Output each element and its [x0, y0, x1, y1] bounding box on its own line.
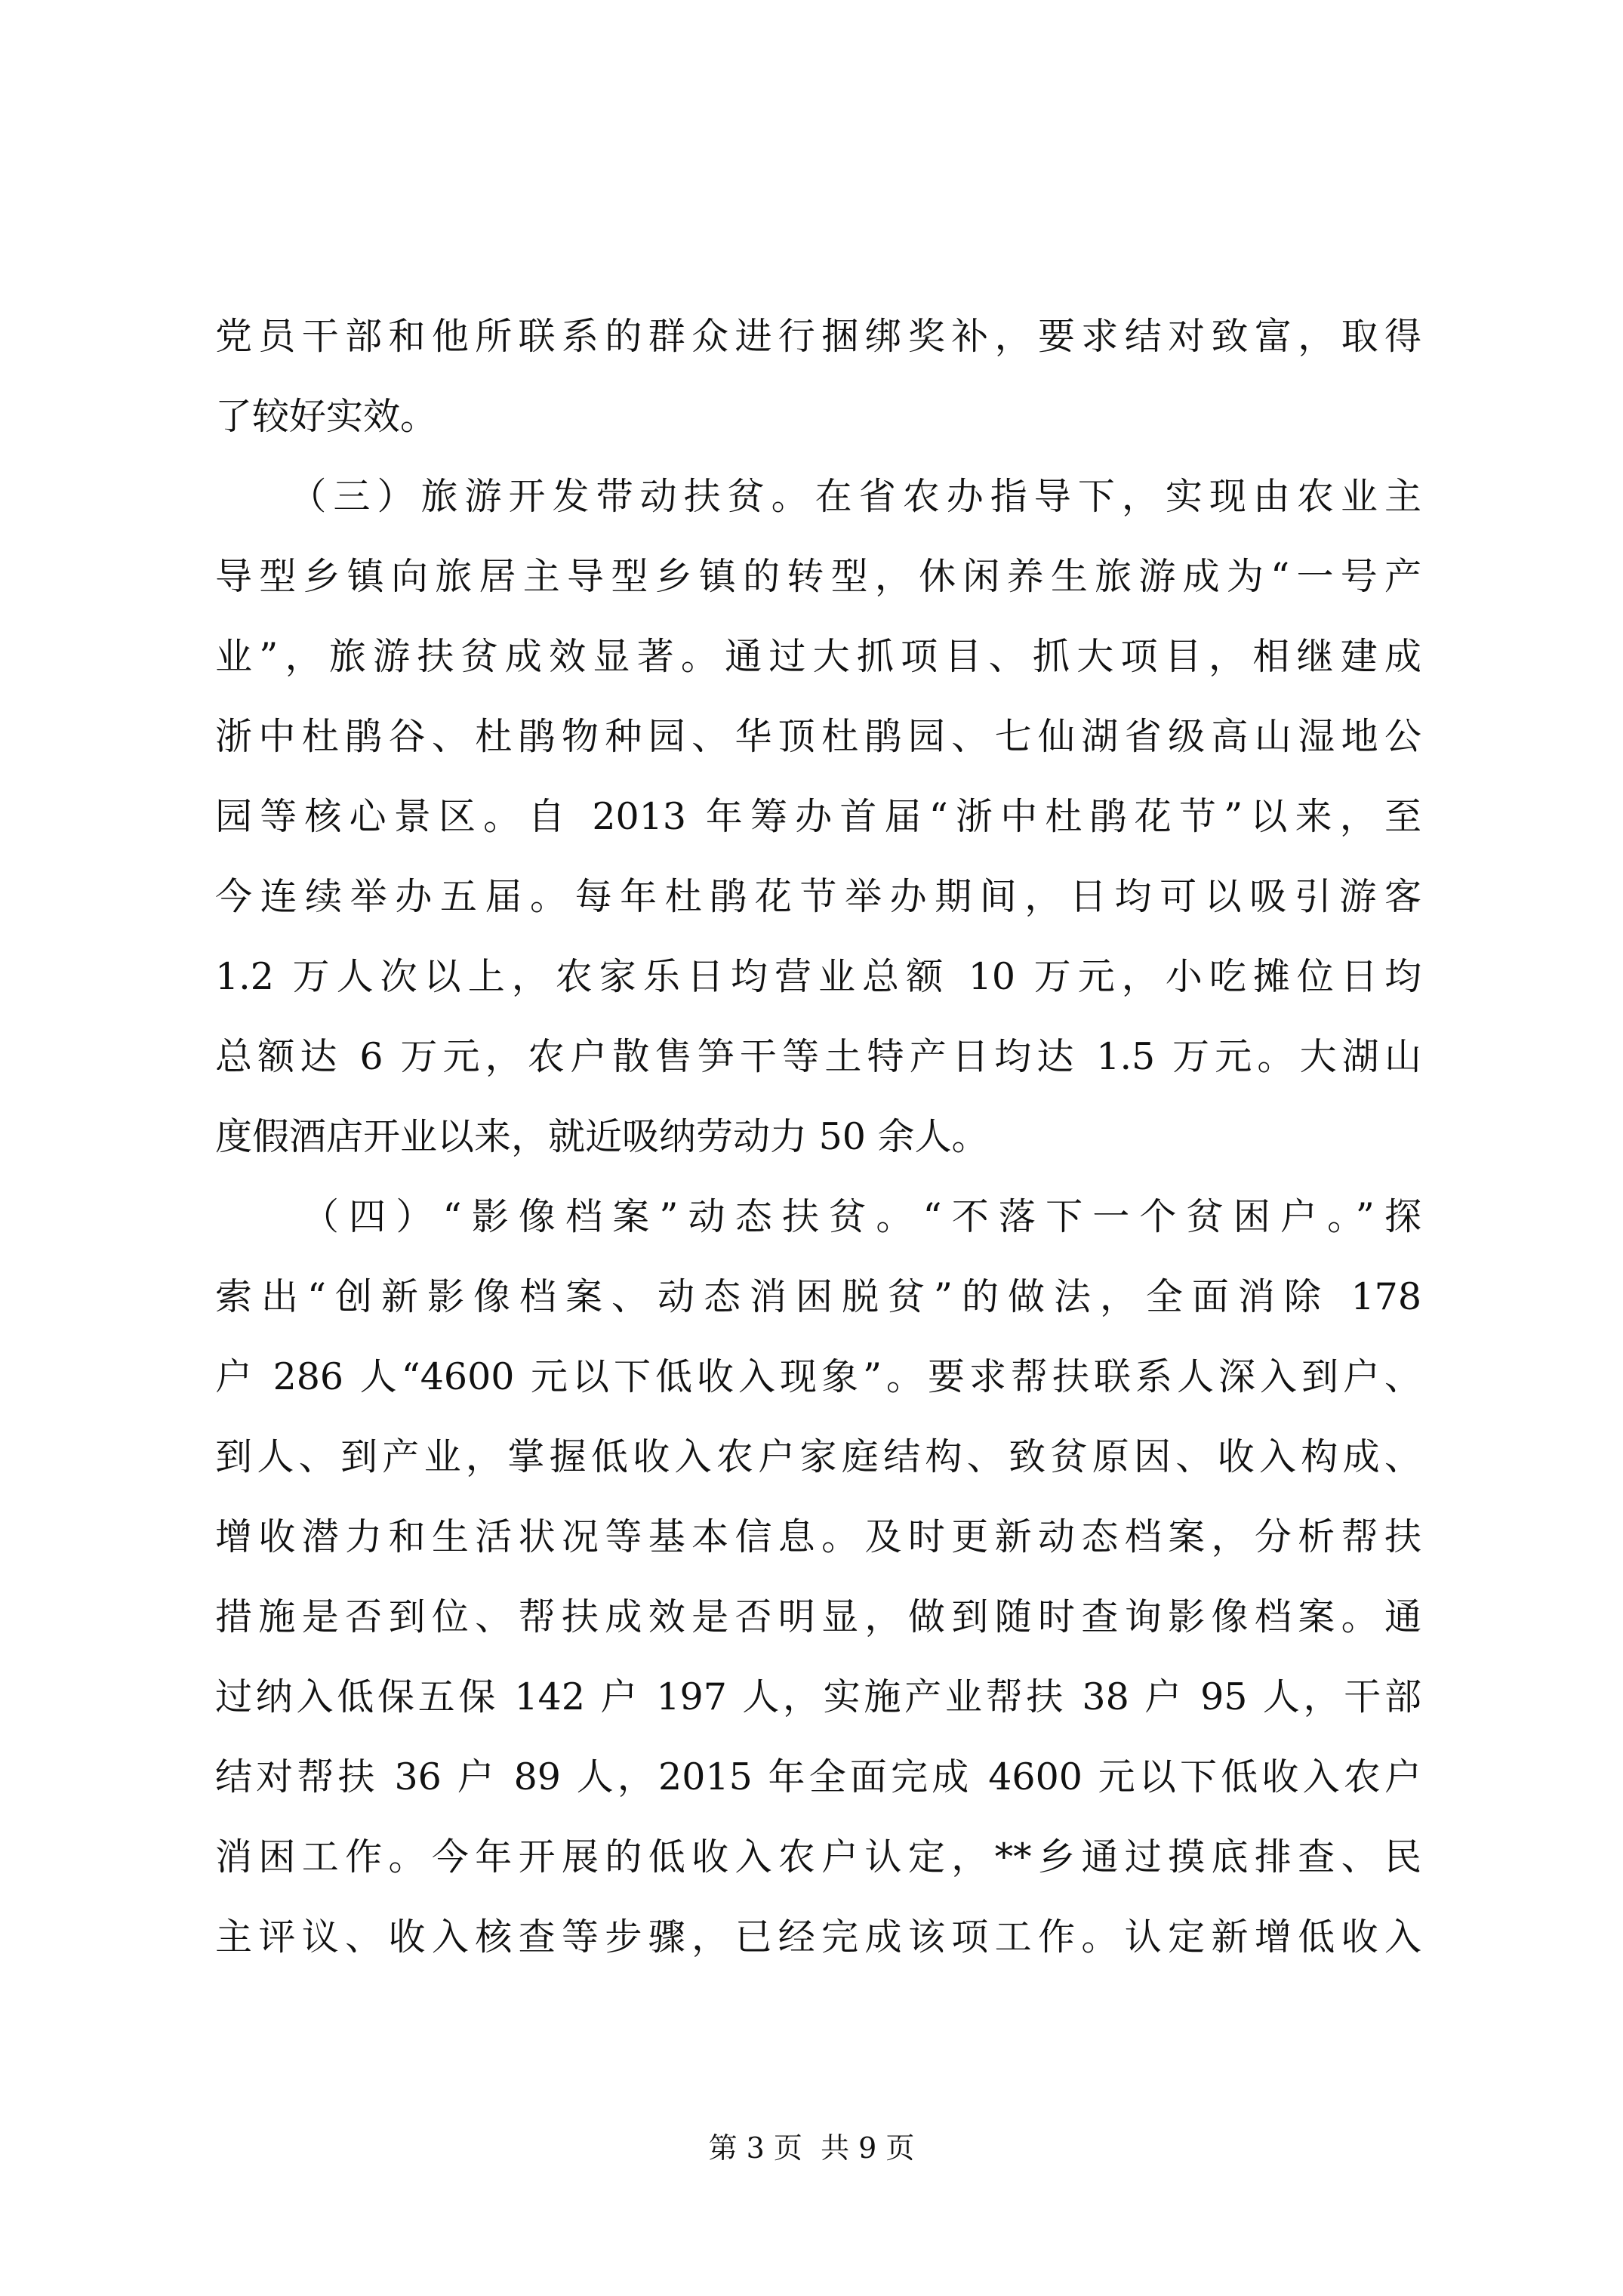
page-number-footer: 第 3 页 共 9 页	[708, 2131, 915, 2165]
text-line: 了较好实效。	[215, 395, 438, 438]
text-line: 消困工作。今年开展的低收入农户认定，**乡通过摸底排查、民	[215, 1835, 1421, 1878]
text-line: 结对帮扶 36 户 89 人，2015 年全面完成 4600 元以下低收入农户	[215, 1755, 1421, 1798]
text-line: 度假酒店开业以来，就近吸纳劳动力 50 余人。	[215, 1115, 989, 1158]
body-text	[215, 297, 1421, 1977]
text-line: 户 286 人“4600 元以下低收入现象”。要求帮扶联系人深入到户、	[215, 1355, 1421, 1398]
text-line: 到人、到产业，掌握低收入农户家庭结构、致贫原因、收入构成、	[215, 1435, 1421, 1478]
text-line: 总额达 6 万元，农户散售笋干等土特产日均达 1.5 万元。大湖山	[215, 1035, 1421, 1078]
text-line: 业”，旅游扶贫成效显著。通过大抓项目、抓大项目，相继建成	[215, 635, 1421, 678]
paragraph-heading-line: （三）旅游开发带动扶贫。在省农办指导下，实现由农业主	[215, 475, 1421, 518]
text-line: 导型乡镇向旅居主导型乡镇的转型，休闲养生旅游成为“一号产	[215, 555, 1421, 598]
text-line: 今连续举办五届。每年杜鹃花节举办期间，日均可以吸引游客	[215, 875, 1421, 918]
text-line: 园等核心景区。自 2013 年筹办首届“浙中杜鹃花节”以来，至	[215, 795, 1421, 838]
text-line: 主评议、收入核查等步骤，已经完成该项工作。认定新增低收入	[215, 1915, 1421, 1959]
paragraph-heading-line: （四）“影像档案”动态扶贫。“不落下一个贫困户。”探	[215, 1195, 1421, 1238]
text-line: 1.2 万人次以上，农家乐日均营业总额 10 万元，小吃摊位日均	[215, 955, 1421, 998]
text-line: 增收潜力和生活状况等基本信息。及时更新动态档案，分析帮扶	[215, 1515, 1421, 1558]
text-line: 措施是否到位、帮扶成效是否明显，做到随时查询影像档案。通	[215, 1595, 1421, 1638]
text-line: 索出“创新影像档案、动态消困脱贫”的做法，全面消除 178	[215, 1275, 1421, 1318]
text-line: 党员干部和他所联系的群众进行捆绑奖补，要求结对致富，取得	[215, 315, 1421, 358]
text-line: 过纳入低保五保 142 户 197 人，实施产业帮扶 38 户 95 人，干部	[215, 1675, 1421, 1718]
text-line: 浙中杜鹃谷、杜鹃物种园、华顶杜鹃园、七仙湖省级高山湿地公	[215, 715, 1421, 758]
